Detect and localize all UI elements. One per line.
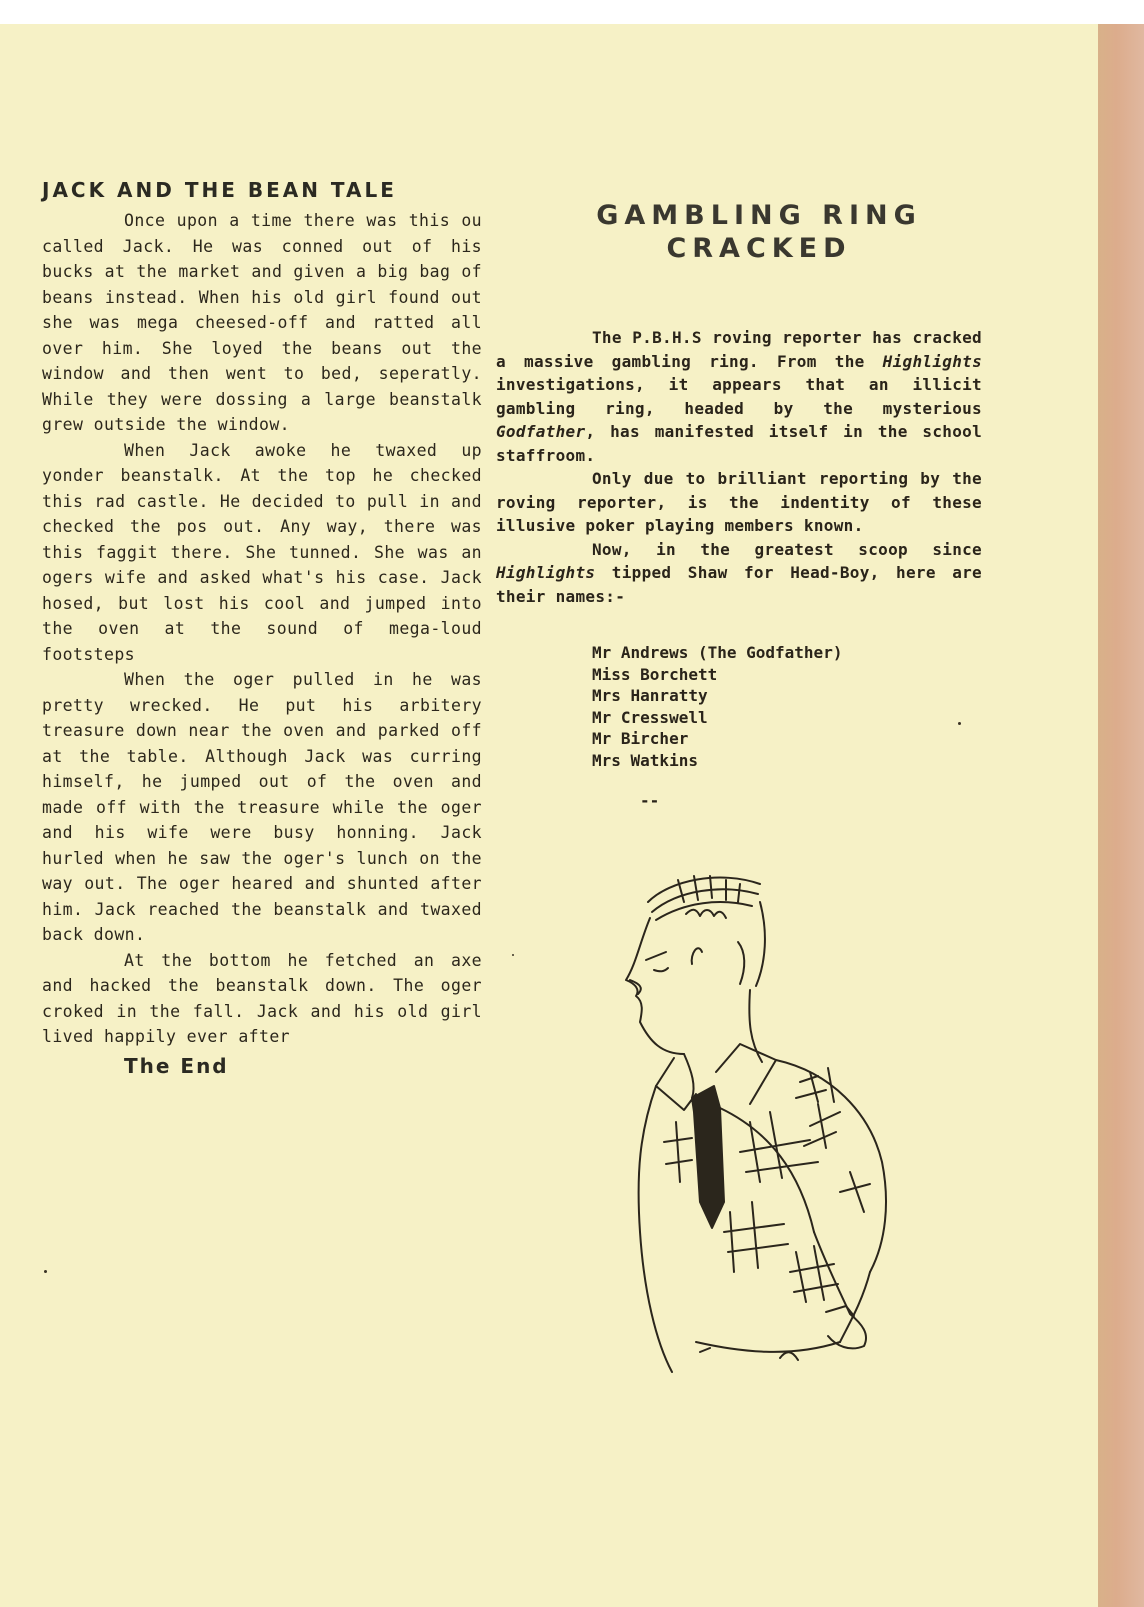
story-ending: The End (124, 1053, 229, 1078)
teacher-sketch-illustration (600, 872, 910, 1382)
article-paragraph-2: Only due to brilliant reporting by the roving reporter, is the indentity of these illusive poker playing members known. (496, 469, 982, 535)
paper-speck (512, 954, 514, 956)
article-p3-text-a: Now, in the greatest scoop since (592, 539, 982, 559)
article-p3-text-b: tipped Shaw for Head-Boy, here are their names:- (496, 563, 982, 606)
article-p1-text-c: , has manifested itself in the school staffroom. (496, 422, 982, 465)
article-paragraph-1 (496, 326, 982, 467)
highlights-title-2: Highlights (496, 563, 596, 582)
story-paragraph-3: When the oger pulled in he was pretty wrecked. He put his arbitery treasure down near the oven and parked off at the table. Although Jack was curring himself, he jumped out of the oven and made off with the treasure while the oger and his wife were busy honning. Jack hurled when he saw the oger's lunch on the way out. The oger heared and shunted after him. Jack reached the beanstalk and twaxed back down. (42, 670, 482, 944)
jack-story-column (42, 178, 482, 1078)
article-p1-text-b: investigations, it appears that an illicit gambling ring, headed by the mysterious (496, 375, 982, 418)
highlights-title-1: Highlights (882, 351, 982, 371)
closing-mark: -- (640, 791, 660, 810)
list-item: Mrs Hanratty (592, 686, 708, 705)
article-headline-line2: CRACKED (666, 233, 852, 264)
paper-speck (958, 722, 961, 725)
list-item: Mrs Watkins (592, 750, 698, 770)
article-headline-line1: GAMBLING RING (596, 200, 922, 231)
article-p1-text-a: The P.B.H.S roving reporter has cracked a massive gambling ring. From the (496, 328, 982, 371)
names-list (592, 642, 982, 771)
paper-speck (44, 1270, 47, 1273)
story-paragraph-4: At the bottom he fetched an axe and hacked the beanstalk down. The oger croked in the fall. Jack and his old girl lived happily ever after (42, 950, 482, 1046)
story-paragraph-1: Once upon a time there was this ou called Jack. He was conned out of his bucks at the market and given a big bag of beans instead. When his old girl found out she was mega cheesed-off and ratted all over him. She loyed the beans out the window and then went to bed, seperatly. While they were dossing a large beanstalk grew outside the window. (42, 211, 482, 434)
list-item: Mr Andrews (The Godfather) (592, 643, 843, 662)
gambling-article-column (496, 200, 982, 810)
page-edge-shadow (1098, 24, 1144, 1607)
list-item: Mr Cresswell (592, 707, 708, 727)
godfather-name: Godfather (496, 422, 586, 441)
list-item: Miss Borchett (592, 664, 718, 684)
story-title: JACK AND THE BEAN TALE (42, 178, 397, 202)
story-paragraph-2: When Jack awoke he twaxed up yonder beanstalk. At the top he checked this rad castle. He decided to pull in and checked the pos out. Any way, there was this faggit there. She tunned. She was an ogers wife and asked what's his case. Jack hosed, but lost his cool and jumped into the oven at the sound of mega-loud footsteps (42, 440, 482, 664)
article-paragraph-3 (496, 538, 982, 609)
list-item: Mr Bircher (592, 729, 689, 748)
